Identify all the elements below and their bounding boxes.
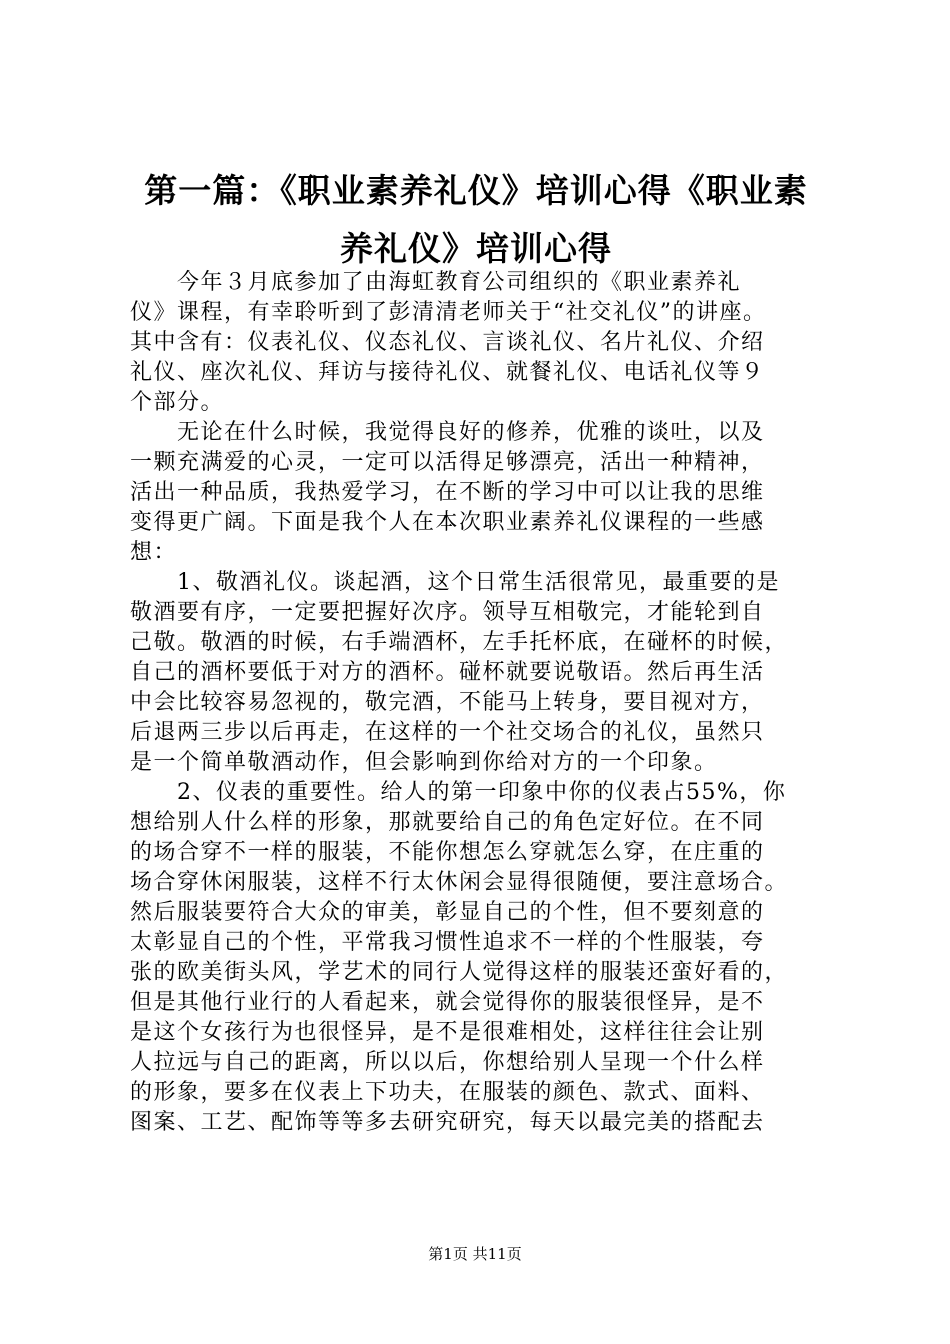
text-line: 2、仪表的重要性。给人的第一印象中你的仪表占55%，你: [130, 780, 787, 805]
title-line: 第一篇：《职业素养礼仪》培训心得《职业素: [144, 171, 808, 210]
text-line: 仪》课程，有幸聆听到了彭清清老师关于“社交礼仪”的讲座。: [130, 300, 767, 325]
paragraph-reflection: [130, 418, 850, 568]
paragraph-appearance: [130, 778, 850, 1138]
text-line: 一颗充满爱的心灵，一定可以活得足够漂亮，活出一种精神，: [130, 450, 765, 475]
text-line: 礼仪、座次礼仪、拜访与接待礼仪、就餐礼仪、电话礼仪等９: [130, 360, 765, 385]
text-line: 今年３月底参加了由海虹教育公司组织的《职业素养礼: [130, 270, 742, 295]
text-line: 然后服装要符合大众的审美，彰显自己的个性，但不要刻意的: [130, 900, 765, 925]
text-line: 太彰显自己的个性，平常我习惯性追求不一样的个性服装，夸: [130, 930, 765, 955]
text-line: 是这个女孩行为也很怪异，是不是很难相处，这样往往会让别: [130, 1020, 765, 1045]
text-line: 个部分。: [130, 390, 225, 415]
text-line: 变得更广阔。下面是我个人在本次职业素养礼仪课程的一些感: [130, 510, 765, 535]
text-line: 但是其他行业行的人看起来，就会觉得你的服装很怪异，是不: [130, 990, 765, 1015]
paragraph-intro: [130, 268, 850, 418]
text-line: 无论在什么时候，我觉得良好的修养，优雅的谈吐，以及: [130, 420, 765, 445]
text-line: 想：: [130, 540, 178, 565]
text-line: 场合穿休闲服装，这样不行太休闲会显得很随便，要注意场合。: [130, 870, 789, 895]
text-line: 活出一种品质，我热爱学习，在不断的学习中可以让我的思维: [130, 480, 765, 505]
text-line: 自己的酒杯要低于对方的酒杯。碰杯就要说敬语。然后再生活: [130, 660, 765, 685]
paragraph-toast-etiquette: [130, 568, 850, 778]
text-line: 张的欧美街头风，学艺术的同行人觉得这样的服装还蛮好看的，: [130, 960, 789, 985]
document-title: [120, 162, 832, 278]
text-line: 中会比较容易忽视的，敬完酒，不能马上转身，要目视对方，: [130, 690, 765, 715]
text-line: 图案、工艺、配饰等等多去研究研究，每天以最完美的搭配去: [130, 1110, 765, 1135]
title-line: 养礼仪》培训心得: [340, 229, 612, 268]
text-line: 后退两三步以后再走，在这样的一个社交场合的礼仪，虽然只: [130, 720, 765, 745]
text-line: 敬酒要有序，一定要把握好次序。领导互相敬完，才能轮到自: [130, 600, 765, 625]
page-footer: 第1页 共11页: [428, 1245, 522, 1263]
text-line: 1、敬酒礼仪。谈起酒，这个日常生活很常见，最重要的是: [130, 570, 780, 595]
text-line: 人拉远与自己的距离，所以以后，你想给别人呈现一个什么样: [130, 1050, 765, 1075]
text-line: 是一个简单敬酒动作，但会影响到你给对方的一个印象。: [130, 750, 718, 775]
text-line: 想给别人什么样的形象，那就要给自己的角色定好位。在不同: [130, 810, 765, 835]
text-line: 的场合穿不一样的服装，不能你想怎么穿就怎么穿，在庄重的: [130, 840, 765, 865]
document-body: [130, 268, 850, 1138]
text-line: 的形象，要多在仪表上下功夫，在服装的颜色、款式、面料、: [130, 1080, 765, 1105]
text-line: 其中含有：仪表礼仪、仪态礼仪、言谈礼仪、名片礼仪、介绍: [130, 330, 765, 355]
text-line: 己敬。敬酒的时候，右手端酒杯，左手托杯底，在碰杯的时候，: [130, 630, 789, 655]
